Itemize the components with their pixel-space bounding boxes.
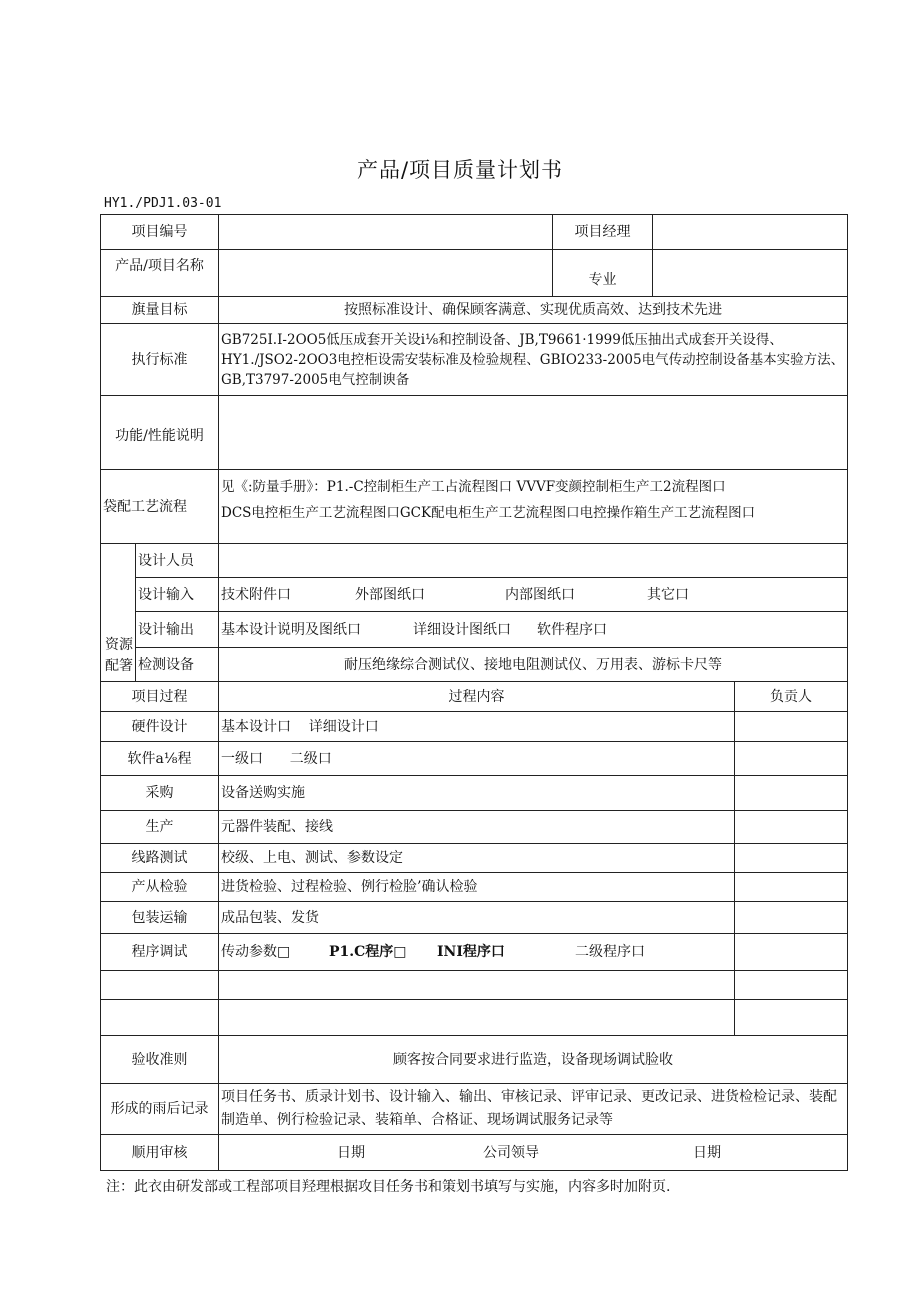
design-input-option[interactable]: 内部图纸口 [505,586,575,603]
design-input-options [219,578,848,612]
assembly-label: 袋配工艺流程 [101,470,219,544]
assembly-line-1: 见《:防量手册》：P1.-C控制柜生产工占流程图口 VVVF变颜控制柜生产工2流程图口 [221,479,726,495]
product-name-label: 产品/项目名称 [101,250,219,297]
process-name: 软件a⅛程 [101,742,219,776]
process-owner[interactable] [735,776,848,811]
design-output-option[interactable]: 基本设计说明及图纸口 [221,621,361,638]
debug-option[interactable]: 二级程序口 [575,944,645,960]
process-content: 元器件装配、接线 [219,811,735,844]
debug-option[interactable]: P1.C程序□ [329,944,407,960]
function-label: 功能/性能说明 [101,396,219,470]
design-output-option[interactable]: 详细设计图纸口 [413,621,511,638]
process-name: 产从检验 [101,873,219,902]
document-code: HY1./PDJ1.03-01 [104,196,222,211]
designer-label: 设计人员 [136,544,219,578]
test-equipment-value: 耐压绝缘综合测试仪、接地电阻测试仪、万用表、游标卡尺等 [219,648,848,682]
standard-value: GB725I.I-2OO5低压成套开关设i⅛和控制设备、JB,T9661·1999低压抽出式成套开关设得、HY1./JSO2-2OO3电控柜设需安装标准及检验规程、GBIO233-2005电气传动控制设备基本实验方法、GB,T3797-2005电气控制谀备 [219,324,848,396]
design-output-option[interactable]: 软件程序口 [537,621,607,638]
function-value[interactable] [219,396,848,470]
blank-row-cell[interactable] [219,971,735,1000]
process-content: 校级、上电、测试、参数设定 [219,844,735,873]
process-name: 硬件设计 [101,712,219,742]
project-no-value[interactable] [219,215,553,250]
quality-plan-table [100,214,848,1171]
assembly-line-2: DCS电控柜生产工艺流程图口GCK配电柜生产工艺流程图口电控操作箱生产工艺流程图口 [221,505,756,521]
standard-label: 执行标准 [101,324,219,396]
process-content: 成品包装、发货 [219,902,735,934]
date-label: 日期 [693,1144,721,1161]
designer-value[interactable] [219,544,848,578]
process-owner[interactable] [735,902,848,934]
review-row [219,1135,848,1171]
records-label: 形成的雨后记录 [101,1084,219,1135]
acceptance-value: 顾客按合同要求进行监造，设备现场调试脸收 [219,1036,848,1084]
blank-row-cell[interactable] [735,971,848,1000]
design-input-label: 设计输入 [136,578,219,612]
project-manager-value[interactable] [653,215,848,250]
process-owner[interactable] [735,712,848,742]
specialty-label: 专业 [553,250,653,297]
content-header: 过程内容 [219,682,735,712]
owner-header: 负贡人 [735,682,848,712]
process-owner[interactable] [735,844,848,873]
resource-label-text: 资源配箸 [105,637,133,674]
project-no-label: 项目编号 [101,215,219,250]
process-name: 线路测试 [101,844,219,873]
project-manager-label: 项目经理 [553,215,653,250]
process-owner[interactable] [735,742,848,776]
footnote: 注：此衣由研发部或工程部项目羟理根据攻目任务书和策划书填写与实施，内容多时加附页. [106,1179,671,1195]
design-output-options [219,612,848,648]
acceptance-label: 验收准则 [101,1036,219,1084]
process-content: 一级口 二级口 [219,742,735,776]
test-equipment-label: 检测设备 [136,648,219,682]
company-leader-label: 公司领导 [483,1144,539,1161]
debug-option[interactable]: INI程序口 [437,944,505,960]
process-name: 生产 [101,811,219,844]
process-content: 基本设计口 详细设计口 [219,712,735,742]
blank-row-cell[interactable] [219,1000,735,1036]
process-header: 项目过程 [101,682,219,712]
records-value: 项目任务书、质录计划书、设计输入、输出、审核记录、评审记录、更改记录、进货检检记录、装配制造单、例行检验记录、装箱单、合格证、现场调试服务记录等 [219,1084,848,1135]
process-owner[interactable] [735,873,848,902]
date-label: 日期 [337,1144,365,1161]
design-input-option[interactable]: 其它口 [647,586,689,603]
blank-row-cell[interactable] [735,1000,848,1036]
quality-goal-label: 旗量目标 [101,297,219,324]
debug-options [219,934,735,971]
process-content: 设备送购实施 [219,776,735,811]
specialty-value[interactable] [653,250,848,297]
process-content: 进货检验、过程检验、例行检脸’确认检验 [219,873,735,902]
quality-goal-value: 按照标准设计、确保顾客满意、实现优质高效、达到技术先进 [219,297,848,324]
page-title: 产品/项目质量计划书 [356,158,564,182]
design-input-option[interactable]: 外部图纸口 [355,586,425,603]
debug-label: 程序调试 [101,934,219,971]
process-owner[interactable] [735,811,848,844]
review-label: 顺用审核 [101,1135,219,1171]
process-name: 采购 [101,776,219,811]
blank-row-cell[interactable] [101,1000,219,1036]
product-name-value[interactable] [219,250,553,297]
debug-owner[interactable] [735,934,848,971]
resource-label [101,544,136,682]
design-output-label: 设计输出 [136,612,219,648]
blank-row-cell[interactable] [101,971,219,1000]
debug-option[interactable]: 传动参数□ [221,944,291,960]
design-input-option[interactable]: 技术附件口 [221,586,291,603]
process-name: 包装运输 [101,902,219,934]
